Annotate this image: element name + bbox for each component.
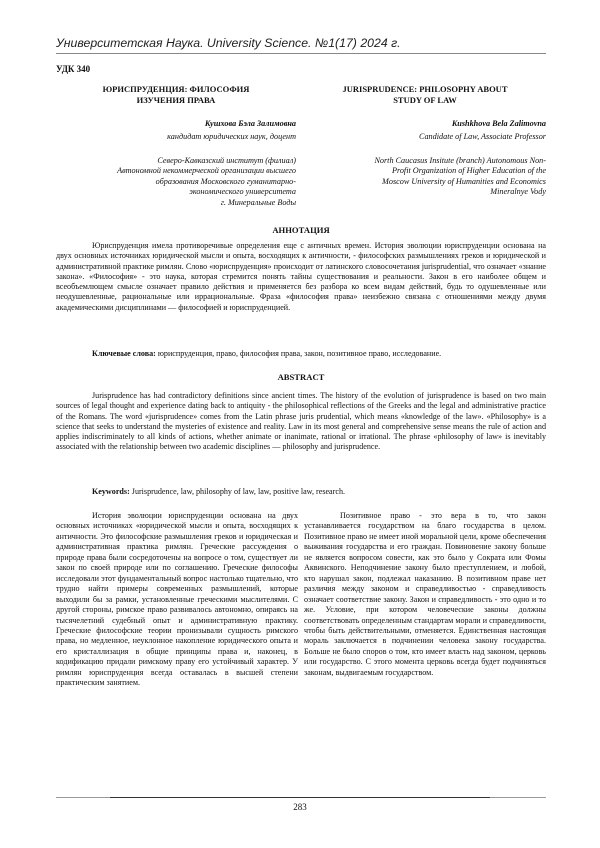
ru-affil-line: экономического университета — [189, 187, 296, 197]
en-affil-line: Profit Organization of Higher Education of the — [391, 166, 546, 176]
ru-degree: кандидат юридических наук, доцент — [167, 131, 296, 141]
en-keywords — [56, 487, 546, 497]
abstract-heading: ABSTRACT — [277, 372, 325, 382]
ru-title-block — [56, 84, 296, 208]
en-affiliation — [304, 156, 546, 198]
body-right-column: Позитивное право - это вера в то, что закон устанавливается государством на благо государства в целом. Позитивное право не имеет иной моральной цели, кроме обеспечения выживания государства и его граждан. Повиновение закону больше не является вопросом совести, как это было у Сократа или Фомы Аквинского. Неподчинение закону было преступлением, и любой, кто нарушал закон, подлежал наказанию. В позитивном праве нет различия между законом и справедливостью - справедливость означает соответствие закону. Закон и справедливость - это одно и то же. Условие, при котором человеческие законы должны соответствовать определенным стандартам морали и справедливости, чтобы быть действительными, отменяется. Единственная настоящая мораль заключается в подчинении человека закону государства. Больше не было споров о том, кто имеет власть над законом, церковь или государство. С этого момента церковь всегда будет подчиняться законам, выдвигаемым государством. — [304, 511, 546, 677]
ru-keywords-label: Ключевые слова: — [92, 349, 156, 358]
ru-title-line1: ЮРИСПРУДЕНЦИЯ: ФИЛОСОФИЯ — [102, 84, 250, 94]
page-number: 283 — [293, 802, 307, 812]
en-title-line2: STUDY OF LAW — [393, 94, 457, 105]
body-left-column: История эволюции юриспруденции основана на двух основных источниках «юридической мысли и опыта, восходящих к античности. Это философские размышления греков и юридическая и административная практика римлян. Греческие рассуждения о природе права были сосредоточены на вопросе о том, существует ли закон по своей природе или по соглашению. Греческие философы исследовали этот фундаментальный вопрос настолько тщательно, что трудно найти примеры современных размышлений, которые выходили бы за рамки, установленные греческими мыслителями. С другой стороны, римское право развивалось автономно, опираясь на тысячелетний судебный опыт и административную практику. Греческие философские теории пронизывали сущность римского права, но медленное, неуклонное накопление юридического опыта и его кристаллизация в общие принципы права и, наконец, в кодификацию придали римскому праву его устойчивый характер. У римлян юриспруденция всегда оставалась в высшей степени практическим занятием. — [56, 511, 298, 688]
ru-keywords — [56, 349, 546, 359]
journal-header: Университетская Наука. University Science. №1(17) 2024 г. — [56, 36, 401, 50]
header-divider — [56, 53, 546, 54]
en-degree: Candidate of Law, Associate Professor — [419, 131, 546, 141]
ru-keywords-text: юриспруденция, право, философия права, закон, позитивное право, исследование. — [155, 349, 442, 358]
udk-code: УДК 340 — [56, 64, 91, 74]
ru-affil-line: Северо-Кавказский институт (филиал) — [157, 156, 296, 165]
ru-affil-line: образования Московского гуманитарно- — [155, 176, 296, 186]
en-keywords-label: Keywords: — [92, 487, 130, 496]
abstract-text: Jurisprudence has had contradictory definitions since ancient times. The history of the evolution of jurisprudence is based on two main sources of legal thought and experience dating back to antiquity - the philosophical reflections of the Greeks and the legal and administrative practice of the Romans. The word «jurisprudence» comes from the Latin phrase juris prudential, which means «knowledge of the law». «Philosophy» is a science that seeks to understand the mysteries of existence and reality. Law in its most general and comprehensive sense means the rule of action and applies indiscriminately to all kinds of actions, whether animate or inanimate, rational or irrational. The phrase «philosophy of law» is inevitably associated with the relationship between two academic disciplines — philosophy and jurisprudence. — [56, 391, 546, 452]
ru-title-line2: ИЗУЧЕНИЯ ПРАВА — [136, 94, 216, 105]
ru-affiliation — [56, 156, 296, 208]
ru-author: Кушхова Бэла Залимовна — [204, 119, 296, 129]
en-author: Kushkhova Bela Zalimovna — [451, 119, 546, 129]
ru-affil-line: г. Минеральные Воды — [220, 197, 296, 207]
en-affil-line: North Caucasus Insitute (branch) Autonomous Non- — [374, 156, 546, 165]
ru-affil-line: Автономной некоммерческой организации высшего — [117, 166, 296, 176]
annotation-heading: АННОТАЦИЯ — [272, 225, 330, 235]
en-title-block — [304, 84, 546, 198]
en-keywords-text: Jurisprudence, law, philosophy of law, law, positive law, research. — [129, 487, 346, 496]
en-affil-line: Moscow University of Humanities and Economics — [382, 176, 546, 186]
en-title-line1: JURISPRUDENCE: PHILOSOPHY ABOUT — [342, 84, 508, 94]
en-affil-line: Mineralnye Vody — [490, 187, 546, 197]
footer-divider-thick — [110, 797, 490, 798]
annotation-text: Юриспруденция имела противоречивые определения еще с античных времен. История эволюции юриспруденции основана на двух основных источниках юридической мысли и опыта, восходящих к античности, - философских размышлениях греков и юридической и административной практике римлян. Слово «юриспруденция» происходит от латинского словосочетания jurisprudential, что означает «знание закона». «Философия» - это наука, которая стремится понять тайны существования и реальности. Закон в его наиболее общем и всеобъемлющем смысле означает правило действия и применяется без разбора ко всем видам действий, будь то одушевленные или неодушевленные, рациональные или иррациональные. Фраза «философия права» неизбежно связана с отношениями между двумя академическими дисциплинами — философией и юриспруденцией. — [56, 241, 546, 312]
